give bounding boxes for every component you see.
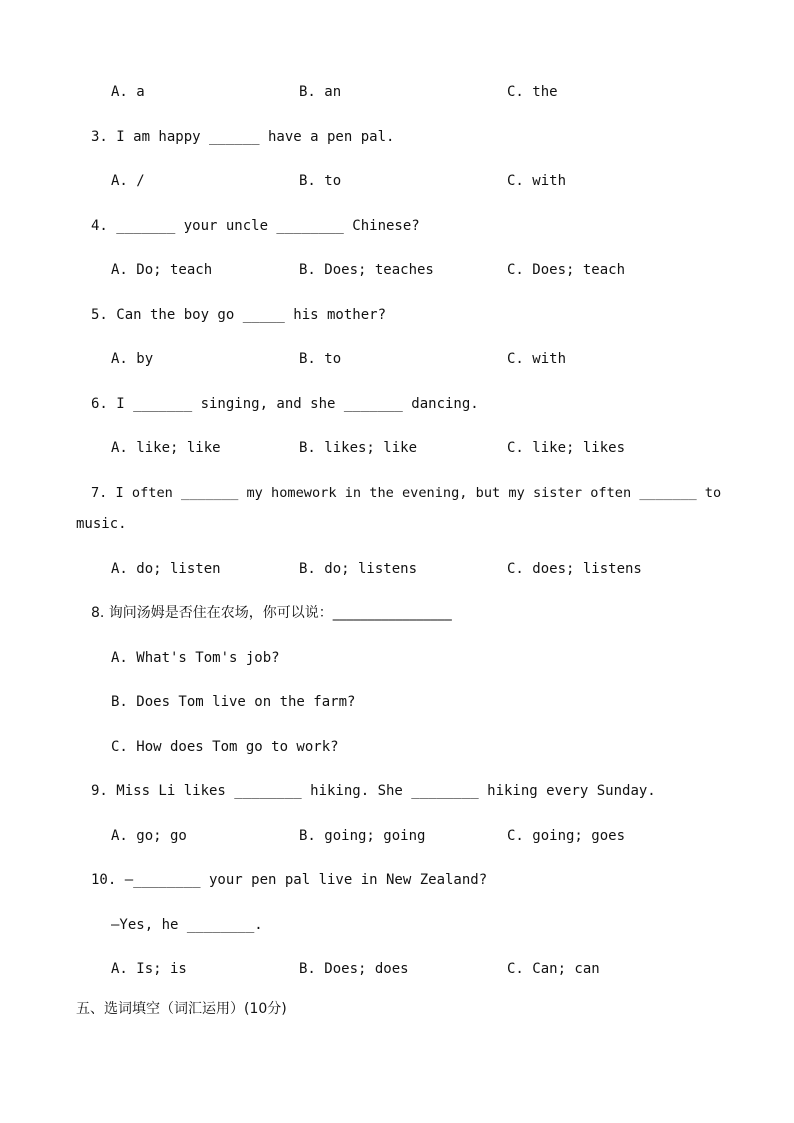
q2-option-a: A. a [111, 84, 145, 100]
section-5-title: 五、选词填空（词汇运用）(10分) [76, 1001, 287, 1017]
q6-stem: 6. I _______ singing, and she _______ dancing. [91, 396, 479, 412]
q7-stem-line2: music. [76, 516, 127, 532]
q8-option-b: B. Does Tom live on the farm? [111, 694, 356, 710]
q9-option-a: A. go; go [111, 828, 187, 844]
q8-option-c: C. How does Tom go to work? [111, 739, 339, 755]
q10-stem: 10. —________ your pen pal live in New Zealand? [91, 872, 488, 888]
q7-option-c: C. does; listens [507, 561, 642, 577]
q10-option-a: A. Is; is [111, 961, 187, 977]
q10-option-b: B. Does; does [299, 961, 409, 977]
q4-option-a: A. Do; teach [111, 262, 213, 278]
q8-option-a: A. What's Tom's job? [111, 650, 280, 666]
q3-option-c: C. with [507, 173, 567, 189]
q9-option-c: C. going; goes [507, 828, 626, 844]
q3-option-a: A. / [111, 173, 145, 189]
q5-option-c: C. with [507, 351, 567, 367]
q5-stem: 5. Can the boy go _____ his mother? [91, 307, 387, 323]
q4-option-c: C. Does; teach [507, 262, 626, 278]
q2-option-c: C. the [507, 84, 558, 100]
q2-option-b: B. an [299, 84, 342, 100]
q5-option-b: B. to [299, 351, 342, 367]
q7-stem-line1: 7. I often _______ my homework in the evening, but my sister often _______ to [91, 485, 722, 501]
q9-option-b: B. going; going [299, 828, 426, 844]
q4-option-b: B. Does; teaches [299, 262, 434, 278]
q6-option-c: C. like; likes [507, 440, 626, 456]
q10-answer-line: —Yes, he ________. [111, 917, 263, 933]
q3-option-b: B. to [299, 173, 342, 189]
q4-stem: 4. _______ your uncle ________ Chinese? [91, 218, 420, 234]
q7-option-b: B. do; listens [299, 561, 418, 577]
q8-stem: 8. 询问汤姆是否住在农场，你可以说：_________________ [91, 605, 452, 621]
q7-option-a: A. do; listen [111, 561, 221, 577]
q5-option-a: A. by [111, 351, 154, 367]
q3-stem: 3. I am happy ______ have a pen pal. [91, 129, 395, 145]
q9-stem: 9. Miss Li likes ________ hiking. She ________ hiking every Sunday. [91, 783, 656, 799]
q10-option-c: C. Can; can [507, 961, 600, 977]
q6-option-b: B. likes; like [299, 440, 418, 456]
q6-option-a: A. like; like [111, 440, 221, 456]
